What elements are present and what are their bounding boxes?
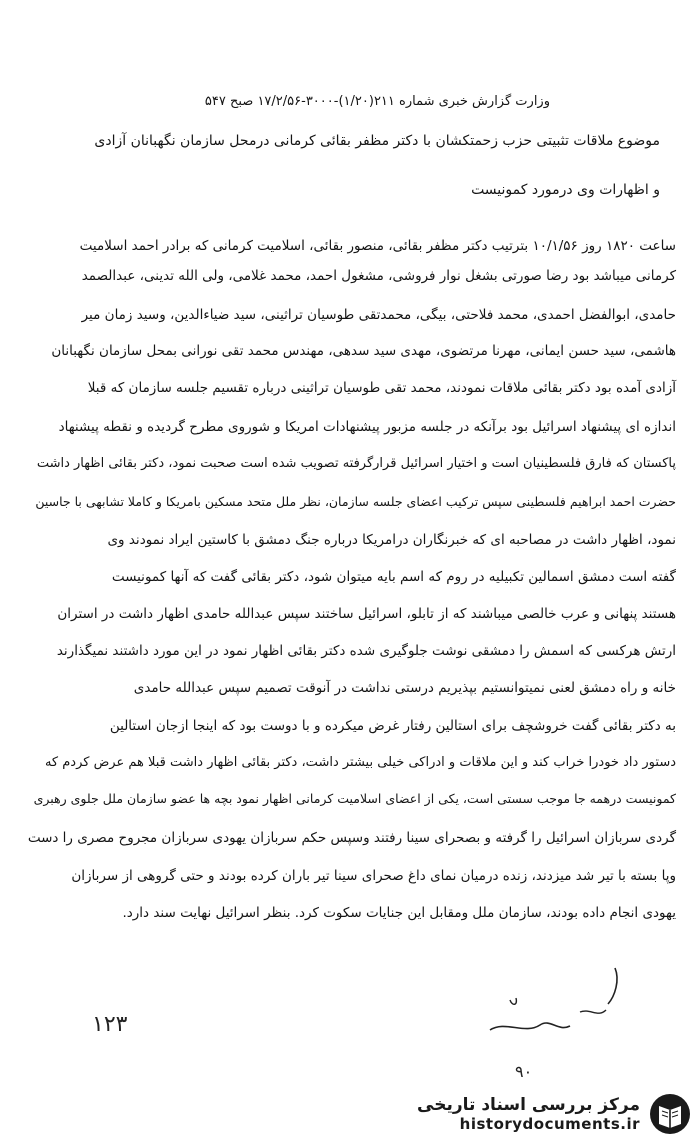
body-line: هاشمی، سید حسن ایمانی، مهرنا مرتضوی، مهدی سید سدهی، مهندس محمد تقی نورانی بمحل سازمان نگهبانان	[51, 343, 676, 359]
body-line: نمود، اظهار داشت در مصاحبه ای که خبرنگاران درامریکا درباره جنگ دمشق با کاستین ایراد نمودند وی	[107, 532, 676, 548]
body-line: حضرت احمد ابراهیم فلسطینی سپس ترکیب اعضای جلسه سازمان، نظر ملل متحد مسکین بامریکا و کاملا تشابهی با جاسین	[35, 494, 676, 509]
subject-line-2: و اظهارات وی درمورد کمونیست	[471, 182, 660, 198]
archive-website: historydocuments.ir	[459, 1115, 640, 1133]
body-line: گردی سربازان اسرائیل را گرفته و بصحرای سینا رفتند وسپس حکم سربازان یهودی سربازان مجروح مصری را دست	[27, 830, 676, 846]
body-line: کمونیست درهمه جا موجب سستی است، یکی از اعضای اسلامیت کرمانی اظهار نمود بچه ها عضو سازمان ملل جلوی رهبری	[33, 791, 676, 806]
signature-mark-1: ۹۰	[515, 1062, 533, 1081]
body-line: هستند پنهانی و عرب خالصی میباشند که از تابلو، اسرائیل ساختند سپس عبدالله حامدی اظهار داشت در استران	[57, 606, 676, 622]
body-line: یهودی انجام داده بودند، سازمان ملل ومقابل این جنایات سکوت کرد. بنظر اسرائیل نهایت سند دارد.	[122, 905, 676, 921]
body-line: وپا بسته با تیر شد میزدند، زنده درمیان نمای داغ صحرای سینا تیر باران کرده بودند و حتی گروهی از سربازان	[71, 868, 676, 884]
body-line: حامدی، ابوالفضل احمدی، محمد فلاحتی، بیگی، محمدتقی طوسیان تراثینی، سید ضیاءالدین، وسید زمان میر	[81, 307, 676, 323]
archive-name: مرکز بررسی اسناد تاریخی	[417, 1095, 640, 1115]
subject-line-1: موضوع ملاقات تثبیتی حزب زحمتکشان با دکتر مظفر بقائی کرمانی درمحل سازمان نگهبانان آزادی	[94, 133, 660, 149]
document-header: وزارت گزارش خبری شماره ۲۱۱(۱/۲۰)-۳۰۰۰-۱۷/۲/۵۶ صبح ۵۴۷	[204, 94, 550, 109]
archive-watermark	[392, 1086, 692, 1142]
body-line: خانه و راه دمشق لعنی نمیتوانستیم بپذیریم درستی نداشت در آنوقت تصمیم سپس عبدالله حامدی	[133, 680, 676, 696]
body-line: گفته است دمشق اسمالین تکبیلیه در روم که اسم بایه میتوان شود، دکتر بقائی گفت که آنها کمونیست	[111, 569, 676, 585]
body-line: ارتش هرکسی که اسمش را دمشقی نوشت جلوگیری شده دکتر بقائی اظهار نمود در این مورد داشتند نمیگذارند	[56, 643, 676, 659]
body-line: به دکتر بقائی گفت خروشچف برای استالین رفتار غرض میکرده و با دوست بود که اینجا ازجان استالین	[109, 718, 676, 734]
book-logo-icon	[648, 1092, 692, 1136]
body-line: آزادی آمده بود دکتر بقائی ملاقات نمودند، محمد تقی طوسیان تراثینی درباره تقسیم جلسه سازمان که قبلا	[87, 380, 676, 396]
body-line: پاکستان که فارق فلسطینیان است و اختیار اسرائیل قرارگرفته تصویب شده است صحبت نمود، دکتر بقائی اظهار داشت	[36, 456, 676, 471]
body-line: کرمانی میباشد بود رضا صورتی بشغل نوار فروشی، مشغول احمد، محمد غلامی، ولی الله تدینی، عبدالصمد	[81, 268, 676, 284]
body-line: اندازه ای پیشنهاد اسرائیل بود برآنکه در جلسه مزبور پیشنهادات امریکا و شوروی مطرح گردیده و نقطه پیشنهاد	[58, 419, 676, 435]
body-line: دستور داد خودرا خراب کند و این ملاقات و ادراکی خیلی بیشتر داشت، دکتر بقائی اظهار داشت قبلا هم عرض کردم که	[44, 755, 676, 770]
body-line: ساعت ۱۸۲۰ روز ۱۰/۱/۵۶ بترتیب دکتر مظفر بقائی، منصور بقائی، اسلامیت کرمانی که برادر احمد اسلامیت	[79, 238, 676, 254]
page-number: ۱۲۳	[92, 1012, 128, 1037]
